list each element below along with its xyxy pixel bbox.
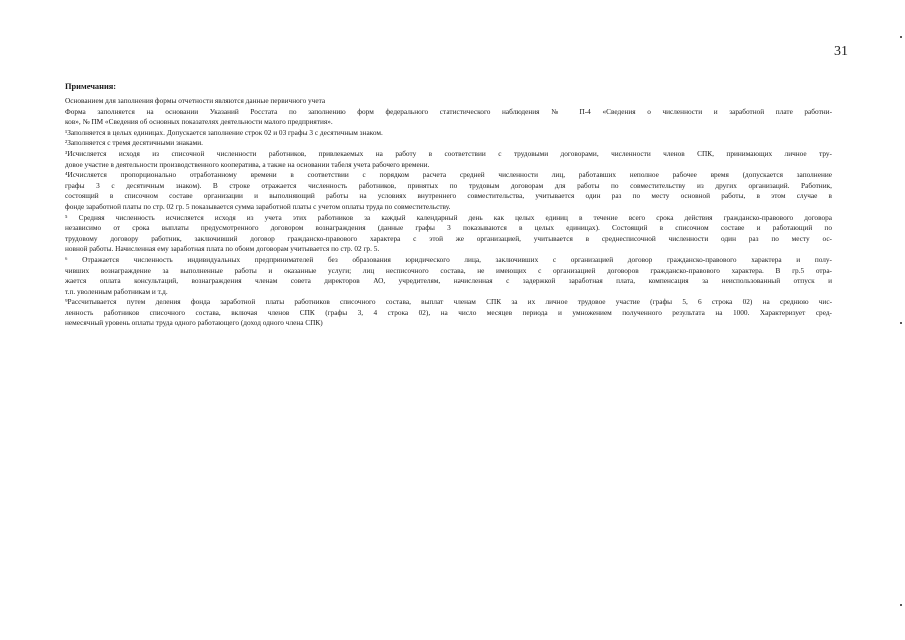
note-line: ленность работников списочного состава, включая членов СПК (графы 3, 4 строка 02), на число месяцев периода и умножением полученного результата на 1000. Характеризует сред- xyxy=(65,307,832,317)
note-line: трудовому договору работник, заключивший договор гражданско-правового характера с этой же организацией, учитывается в среднесписочной численности один раз по месту ос- xyxy=(65,233,832,243)
notes-body xyxy=(65,96,832,329)
scan-mark xyxy=(900,604,902,606)
note-line: новной работы. Начисленная ему заработная плата по обоим договорам учитывается по стр. 02 гр. 5. xyxy=(65,244,380,254)
note-line: ков», № ПМ «Сведения об основных показателях деятельности малого предприятия». xyxy=(65,117,333,127)
note-line: ⁵ Средняя численность исчисляется исходя из учета этих работников за каждый календарный день как целых единиц в течение всего срока действия гражданско-правового договора xyxy=(65,212,832,222)
page-number: 31 xyxy=(834,44,848,59)
note-line: довое участие в деятельности производственного кооператива, а также на основании табеля учета рабочего времени. xyxy=(65,159,430,169)
note-line: ⁴Исчисляется пропорционально отработанному времени в соответствии с порядком расчета средней численности лиц, работавших неполное рабочее время (допускается заполнение xyxy=(65,170,832,180)
note-line: немесячный уровень оплаты труда одного работающего (доход одного члена СПК) xyxy=(65,318,323,328)
note-line: ⁹Рассчитывается путем деления фонда заработной платы работников списочного состава, выплат членам СПК за их личное трудовое участие (графы 5, 6 строка 02) на среднюю чис- xyxy=(65,297,832,307)
notes-section xyxy=(65,81,832,329)
scan-mark xyxy=(900,36,902,38)
note-line: чивших вознаграждение за выполненные работы и оказанные услуги; лиц несписочного состава, не имеющих с организацией договоров гражданско-правового характера. В гр.5 отра- xyxy=(65,265,832,275)
note-line: Основанием для заполнения формы отчетности являются данные первичного учета xyxy=(65,96,326,105)
scan-mark xyxy=(900,322,902,324)
note-line: независимо от срока выплаты предусмотренного договором вознаграждения (данные графы 3 показываются в целых единицах). Состоящий в списочном составе и работающий по xyxy=(65,223,832,233)
note-line: ³Исчисляется исходя из списочной численности работников, привлекаемых на работу в соответствии с трудовыми договорами, численности членов СПК, принимающих личное тру- xyxy=(65,148,832,158)
note-line: фонде заработной платы по стр. 02 гр. 5 показывается сумма заработной платы с учетом оплаты труда по совместительству. xyxy=(65,201,451,211)
note-line: ⁶ Отражается численность индивидуальных предпринимателей без образования юридического лица, заключивших с организацией договор гражданско-правового характера и полу- xyxy=(65,254,832,264)
note-line: ²Заполняется с тремя десятичными знаками. xyxy=(65,138,203,148)
note-line: графы 3 с десятичным знаком). В строке отражается численность работников, принятых по трудовым договорам для работы по совместительству из других организаций. Работник, xyxy=(65,180,832,190)
note-line: т.п. уволенным работникам и т.д. xyxy=(65,286,168,296)
note-line: Форма заполняется на основании Указаний Росстата по заполнению форм федерального статистического наблюдения № П-4 «Сведения о численности и заработной плате работни- xyxy=(65,106,832,116)
notes-title: Примечания: xyxy=(65,82,117,91)
note-line: состоящий в списочном составе организации и выполняющий работы на условиях внутреннего совместительства, учитывается один раз по месту основной работы, в этом случае в xyxy=(65,191,832,201)
note-line: ¹Заполняется в целых единицах. Допускается заполнение строк 02 и 03 графы 3 с десятичным знаком. xyxy=(65,127,383,137)
note-line: жается оплата консультаций, вознаграждения членам совета директоров АО, учредителям, начисленная с задержкой заработная плата, компенсация за неиспользованный отпуск и xyxy=(65,276,832,286)
